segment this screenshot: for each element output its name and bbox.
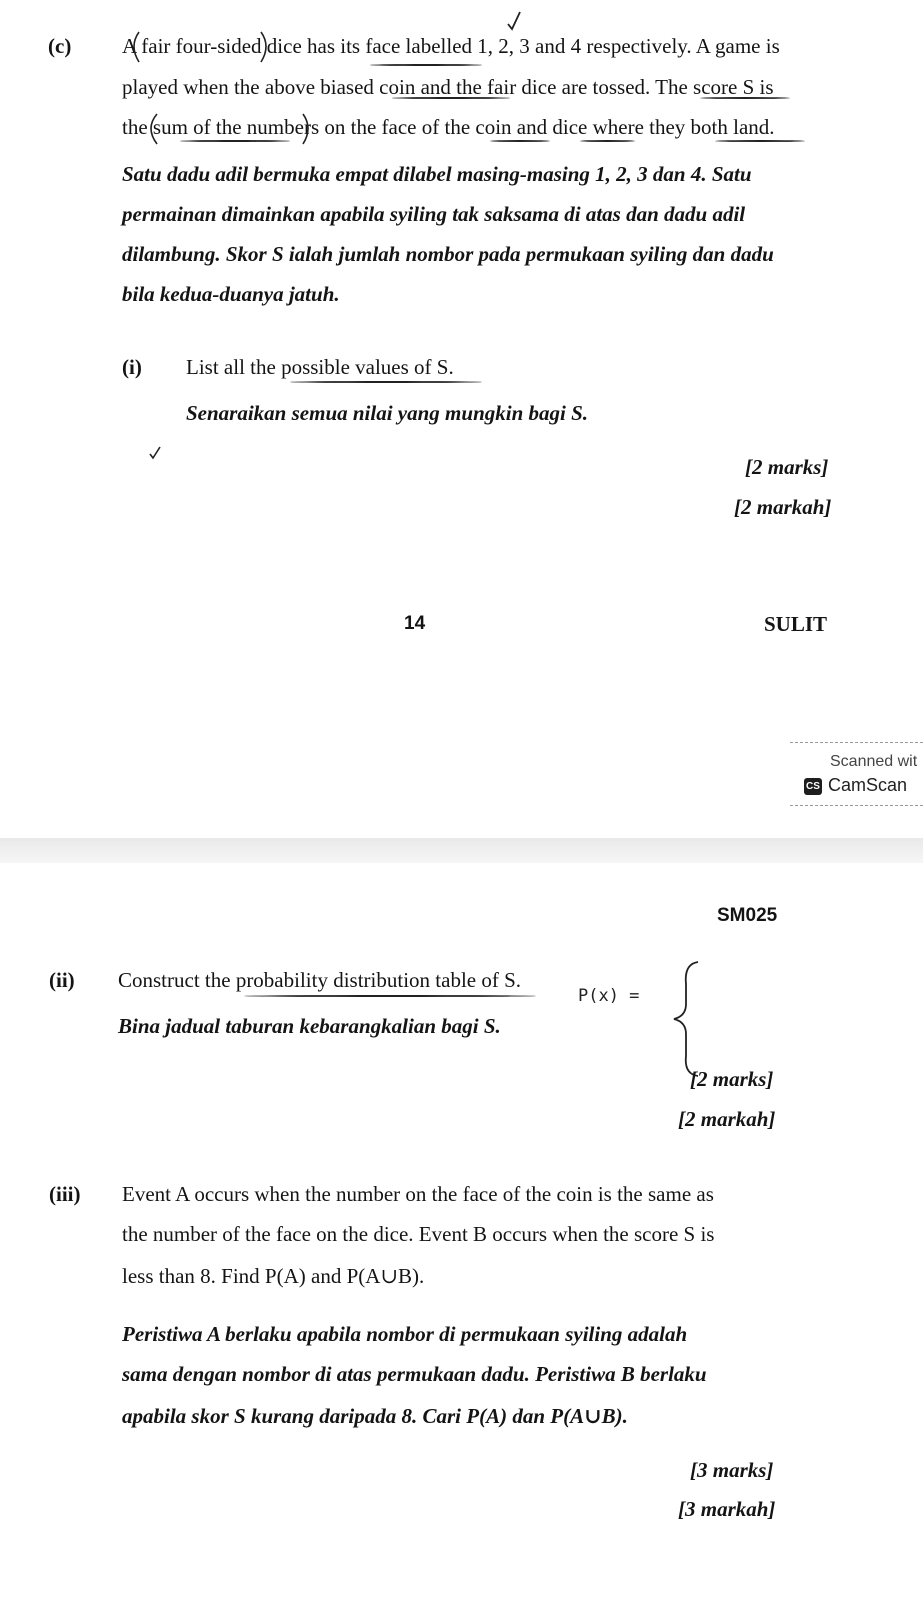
- handwritten-underline: [580, 140, 635, 142]
- handwritten-underline: [290, 381, 482, 383]
- part-c-label: (c): [48, 34, 72, 58]
- handwritten-brace-icon: [670, 960, 710, 1078]
- part-ii-marks: [2 marks]: [690, 1067, 774, 1091]
- handwritten-underline: [392, 97, 510, 99]
- part-ii-malay-question: Bina jadual taburan kebarangkalian bagi S.: [118, 1014, 501, 1038]
- part-i-label: (i): [122, 355, 142, 379]
- page-number: 14: [404, 613, 426, 634]
- part-ii-markah: [2 markah]: [678, 1107, 776, 1131]
- sulit-label: SULIT: [764, 612, 828, 636]
- handwritten-bracket-icon: [258, 30, 274, 64]
- course-code: SM025: [717, 905, 778, 926]
- part-c-english-line-2: played when the above biased coin and the fair dice are tossed. The score S is: [122, 75, 774, 99]
- tick-mark-icon: [506, 10, 522, 32]
- part-c-malay-line-3: dilambung. Skor S ialah jumlah nombor pada permukaan syiling dan dadu: [122, 242, 774, 266]
- handwritten-p-x: P(x) =: [578, 986, 640, 1006]
- handwritten-underline: [244, 995, 536, 997]
- part-iii-marks: [3 marks]: [690, 1458, 774, 1482]
- part-iii-malay-line-2: sama dengan nombor di atas permukaan dadu. Peristiwa B berlaku: [122, 1362, 707, 1386]
- part-iii-english-line-1: Event A occurs when the number on the face of the coin is the same as: [122, 1182, 714, 1206]
- part-i-markah: [2 markah]: [734, 495, 832, 519]
- handwritten-bracket-icon: [300, 112, 316, 146]
- part-c-malay-line-4: bila kedua-duanya jatuh.: [122, 282, 340, 306]
- page-separator: [0, 838, 923, 863]
- part-c-english-line-3: the sum of the numbers on the face of the coin and dice where they both land.: [122, 115, 775, 139]
- part-iii-malay-line-1: Peristiwa A berlaku apabila nombor di permukaan syiling adalah: [122, 1322, 688, 1346]
- part-c-malay-line-2: permainan dimainkan apabila syiling tak saksama di atas dan dadu adil: [122, 202, 746, 226]
- part-iii-label: (iii): [49, 1182, 81, 1206]
- handwritten-underline: [715, 140, 805, 142]
- part-ii-question: Construct the probability distribution table of S.: [118, 968, 522, 992]
- camscanner-logo-icon: CS: [804, 778, 822, 795]
- camscanner-name: CamScan: [828, 775, 908, 795]
- handwritten-underline: [700, 97, 790, 99]
- handwritten-underline: [370, 64, 482, 66]
- part-iii-english-line-2: the number of the face on the dice. Event B occurs when the score S is: [122, 1222, 715, 1246]
- part-i-question: List all the possible values of S.: [186, 355, 454, 379]
- part-iii-malay-line-3: apabila skor S kurang daripada 8. Cari P(A) dan P(A∪B).: [122, 1404, 628, 1428]
- part-i-malay-question: Senaraikan semua nilai yang mungkin bagi S.: [186, 401, 589, 425]
- camscanner-watermark: [790, 742, 923, 806]
- scanned-with-text: Scanned wit: [830, 753, 918, 770]
- part-c-english-line-1: A fair four-sided dice has its face labelled 1, 2, 3 and 4 respectively. A game is: [122, 34, 780, 58]
- part-iii-english-line-3: less than 8. Find P(A) and P(A∪B).: [122, 1264, 425, 1288]
- part-i-marks: [2 marks]: [745, 455, 829, 479]
- tick-mark-icon: [148, 445, 162, 461]
- handwritten-underline: [180, 140, 290, 142]
- handwritten-underline: [490, 140, 550, 142]
- handwritten-bracket-icon: [142, 112, 160, 146]
- part-iii-markah: [3 markah]: [678, 1497, 776, 1521]
- handwritten-bracket-icon: [126, 30, 142, 64]
- part-ii-label: (ii): [49, 968, 75, 992]
- part-c-malay-line-1: Satu dadu adil bermuka empat dilabel masing-masing 1, 2, 3 dan 4. Satu: [122, 162, 752, 186]
